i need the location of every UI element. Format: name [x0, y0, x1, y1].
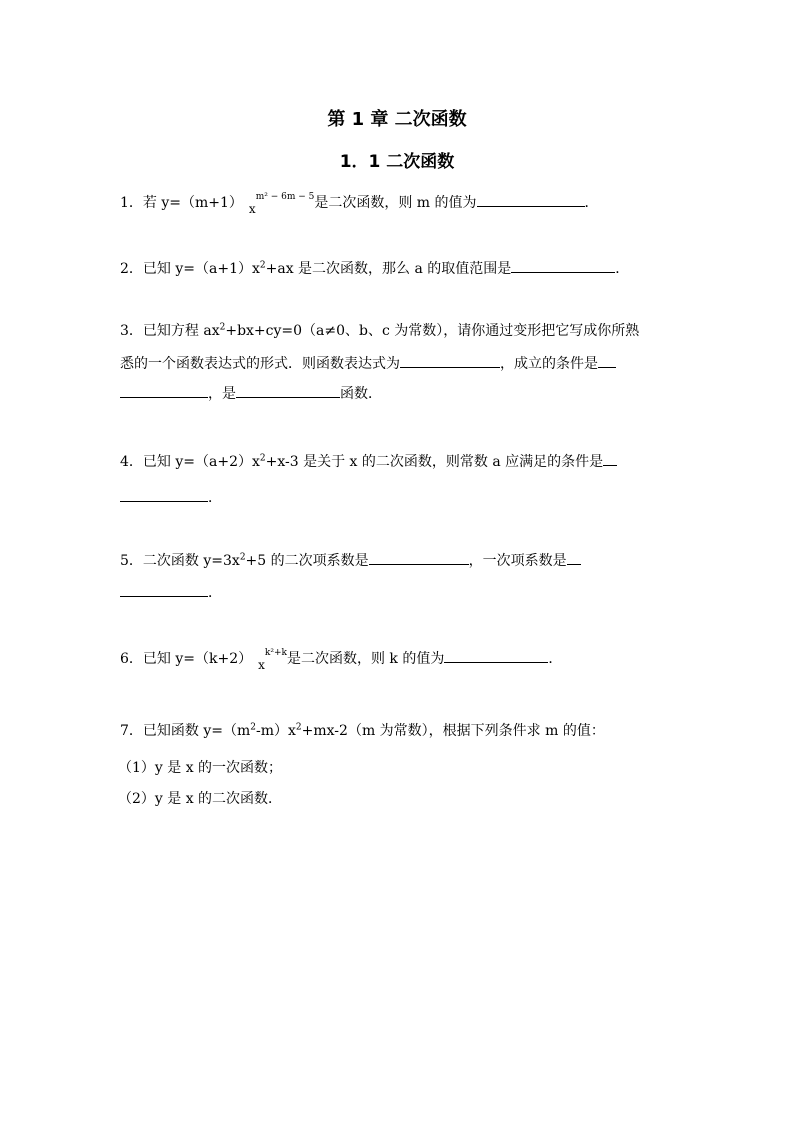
question-2 [120, 258, 629, 279]
q5-linear-coef-blank-end[interactable] [120, 582, 208, 597]
q7-text-a: 7．已知函数 y=（m [120, 723, 251, 739]
question-4-line-1 [120, 451, 617, 472]
q4-end: ． [208, 490, 222, 506]
q5-quadratic-coef-blank[interactable] [369, 550, 469, 565]
q7-square-1: 2 [250, 722, 257, 733]
question-7 [120, 721, 605, 741]
question-1 [120, 192, 599, 215]
q1-end: ． [584, 195, 599, 211]
q1-base-x: x [248, 202, 256, 216]
q5-end: ． [208, 585, 222, 601]
question-5-line-2 [120, 582, 222, 603]
q2-text-b: +ax 是二次函数，那么 a 的取值范围是 [265, 261, 512, 277]
q4-square: 2 [259, 453, 266, 464]
question-7-part-2: （2）y 是 x 的二次函数． [118, 791, 283, 807]
q7-text-c: +mx-2（m 为常数），根据下列条件求 m 的值： [301, 723, 605, 739]
q3-line2b-text: ，成立的条件是 [500, 356, 598, 372]
q6-text-b: 是二次函数，则 k 的值为 [286, 651, 445, 667]
q3-expression-blank[interactable] [400, 353, 500, 368]
q4-answer-blank-start[interactable] [603, 451, 617, 466]
q5-linear-coef-blank-start[interactable] [567, 550, 581, 565]
q1-text-a: 1．若 y=（m+1） [120, 195, 243, 211]
q6-base-x: x [258, 658, 265, 672]
q1-text-b: 是二次函数，则 m 的值为 [314, 195, 477, 211]
q6-answer-blank[interactable] [444, 648, 548, 663]
q3-line2-text: 悉的一个函数表达式的形式．则函数表达式为 [120, 356, 400, 372]
q1-answer-blank[interactable] [477, 192, 585, 207]
q5-square: 2 [239, 552, 246, 563]
q6-text-a: 6．已知 y=（k+2） [120, 651, 253, 667]
q3-square: 2 [219, 322, 226, 333]
q5-text-a: 5．二次函数 y=3x [120, 553, 240, 569]
q1-exponent: m² − 6m − 5 [255, 192, 315, 202]
chapter-title: 第 1 章 二次函数 [327, 109, 467, 130]
q5-text-c: ，一次项系数是 [468, 553, 567, 569]
q7-square-2: 2 [295, 722, 302, 733]
q3-text-a: 3．已知方程 ax [120, 323, 220, 339]
q6-end: ． [548, 651, 563, 667]
q2-answer-blank[interactable] [511, 258, 615, 273]
q4-answer-blank-end[interactable] [120, 487, 208, 502]
q3-condition-blank-start[interactable] [598, 353, 616, 368]
q3-line3-text-b: 函数． [340, 386, 382, 402]
q4-text-a: 4．已知 y=（a+2）x [120, 454, 260, 470]
q3-line3-text-a: ，是 [208, 386, 236, 402]
section-title: 1．1 二次函数 [339, 152, 455, 172]
question-3-line-1 [120, 321, 639, 341]
q5-text-b: +5 的二次项系数是 [245, 553, 369, 569]
q4-text-b: +x-3 是关于 x 的二次函数，则常数 a 应满足的条件是 [265, 454, 604, 470]
question-3-line-2 [120, 353, 616, 374]
question-3-line-3 [120, 383, 382, 404]
q2-end: ． [615, 261, 630, 277]
q3-text-b: +bx+cy=0（a≠0、b、c 为常数），请你通过变形把它写成你所熟 [225, 323, 640, 339]
q3-condition-blank-end[interactable] [120, 383, 208, 398]
question-7-part-1: （1）y 是 x 的一次函数； [118, 760, 283, 776]
question-4-line-2 [120, 487, 222, 508]
q2-text-a: 2．已知 y=（a+1）x [120, 261, 260, 277]
q6-exponent: k²+k [264, 648, 287, 658]
q7-text-b: -m）x [256, 723, 296, 739]
q2-square: 2 [259, 260, 266, 271]
q3-type-blank[interactable] [236, 383, 340, 398]
question-5-line-1 [120, 550, 581, 571]
question-6 [120, 648, 562, 671]
